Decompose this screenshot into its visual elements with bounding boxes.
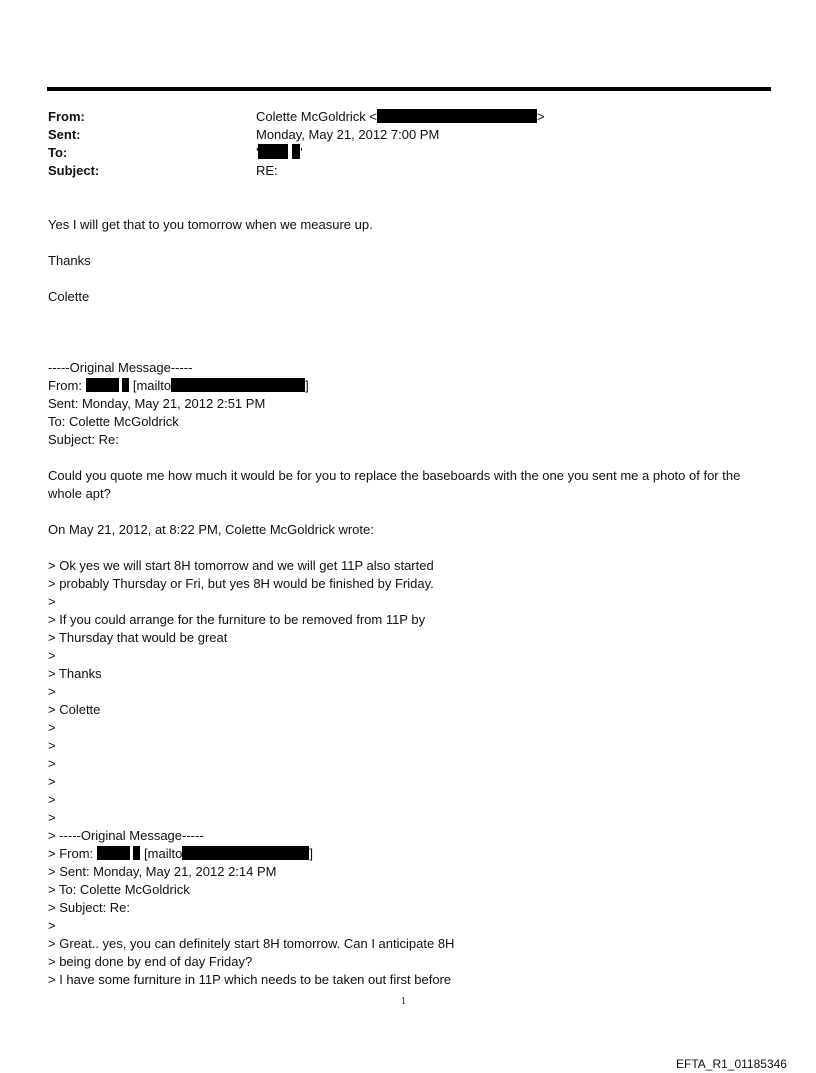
quoted-line: > Thursday that would be great xyxy=(48,630,228,645)
quoted-line: > xyxy=(48,720,56,735)
quoted-line: > Great.. yes, you can definitely start 8H tomorrow. Can I anticipate 8H xyxy=(48,936,455,951)
redaction-box xyxy=(258,144,288,159)
quoted-from: > From: [mailto ] xyxy=(48,846,313,861)
from-label: From: xyxy=(48,109,85,124)
redaction-box xyxy=(182,846,309,860)
quoted-subject: > Subject: Re: xyxy=(48,900,131,915)
redaction-box xyxy=(171,378,305,392)
quoted-original-marker: > -----Original Message----- xyxy=(48,828,204,843)
header-rule xyxy=(47,87,771,91)
subject-label: Subject: xyxy=(48,163,100,178)
quoted-line: > If you could arrange for the furniture to be removed from 11P by xyxy=(48,612,426,627)
quoted-line: > I have some furniture in 11P which needs to be taken out first before xyxy=(48,972,452,987)
quoted-sent: > Sent: Monday, May 21, 2012 2:14 PM xyxy=(48,864,277,879)
quoted-line: > Thanks xyxy=(48,666,102,681)
quoted-line: > Ok yes we will start 8H tomorrow and we will get 11P also started xyxy=(48,558,434,573)
original-sent: Sent: Monday, May 21, 2012 2:51 PM xyxy=(48,396,266,411)
original-question: Could you quote me how much it would be for you to replace the baseboards with the one you sent me a photo of for the whole apt? xyxy=(48,468,741,501)
quoted-line: > xyxy=(48,684,56,699)
quoted-line: > Colette xyxy=(48,702,101,717)
body-signature: Colette xyxy=(48,289,90,304)
quoted-line: > xyxy=(48,594,56,609)
redaction-box xyxy=(86,378,119,392)
body-thanks: Thanks xyxy=(48,253,91,268)
body-line: Yes I will get that to you tomorrow when we measure up. xyxy=(48,217,373,232)
from-value: Colette McGoldrick < > xyxy=(256,109,545,124)
quoted-line: > probably Thursday or Fri, but yes 8H would be finished by Friday. xyxy=(48,576,434,591)
original-subject: Subject: Re: xyxy=(48,432,119,447)
original-from: From: [mailto ] xyxy=(48,378,309,393)
quoted-line: > xyxy=(48,648,56,663)
redaction-box xyxy=(292,144,300,159)
quoted-line: > xyxy=(48,792,56,807)
quoted-line: > xyxy=(48,810,56,825)
redaction-box xyxy=(122,378,129,392)
to-label: To: xyxy=(48,145,68,160)
subject-value: RE: xyxy=(256,163,278,178)
redaction-box xyxy=(97,846,130,860)
quoted-line: > xyxy=(48,918,56,933)
original-to: To: Colette McGoldrick xyxy=(48,414,179,429)
attribution-line: On May 21, 2012, at 8:22 PM, Colette McGoldrick wrote: xyxy=(48,522,374,537)
redaction-box xyxy=(133,846,140,860)
sent-value: Monday, May 21, 2012 7:00 PM xyxy=(256,127,440,142)
to-value: ' ' xyxy=(256,145,303,160)
document-id: EFTA_R1_01185346 xyxy=(676,1057,787,1071)
redaction-box xyxy=(377,109,537,123)
quoted-to: > To: Colette McGoldrick xyxy=(48,882,190,897)
quoted-line: > being done by end of day Friday? xyxy=(48,954,253,969)
page-number: 1 xyxy=(401,996,406,1007)
quoted-line: > xyxy=(48,738,56,753)
original-message-marker: -----Original Message----- xyxy=(48,360,193,375)
sent-label: Sent: xyxy=(48,127,81,142)
quoted-line: > xyxy=(48,756,56,771)
quoted-line: > xyxy=(48,774,56,789)
